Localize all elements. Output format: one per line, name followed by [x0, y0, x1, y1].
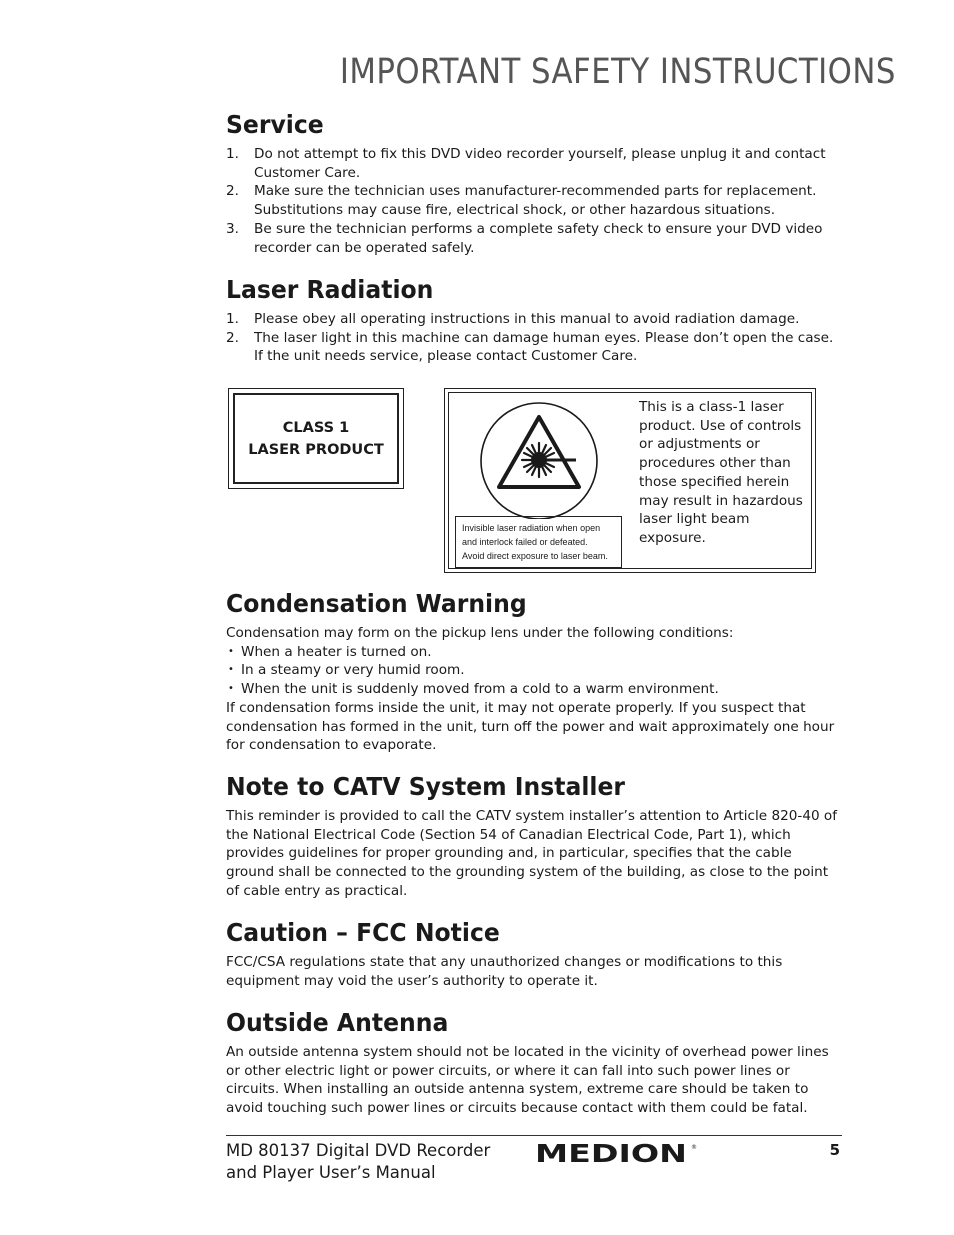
list-item [226, 145, 842, 182]
condensation-body [226, 624, 842, 755]
list-text: Please obey all operating instructions in this manual to avoid radiation damage. [254, 311, 800, 327]
invisible-radiation-label [455, 516, 622, 568]
list-item [226, 182, 842, 219]
laser-warning-box [444, 388, 816, 573]
bullet-item: • In a steamy or very humid room. [226, 661, 842, 680]
list-number: 1. [226, 146, 239, 162]
laser-heading: Laser Radiation [226, 275, 434, 304]
list-text: The laser light in this machine can damage human eyes. Please don’t open the case. If the unit needs service, please contact Customer Care. [254, 329, 834, 365]
antenna-body: An outside antenna system should not be located in the vicinity of overhead power lines or other electric light or power circuits, or where it can fall into such power lines or circuits. When installing an outside antenna system, extreme care should be taken to avoid touching such power lines or circuits because contact with them could be fatal. [226, 1044, 829, 1117]
list-number: 3. [226, 220, 239, 237]
class-1-label [228, 388, 404, 489]
condensation-heading: Condensation Warning [226, 589, 527, 618]
antenna-heading: Outside Antenna [226, 1008, 449, 1037]
bullet-item: • When a heater is turned on. [226, 643, 842, 662]
fcc-body: FCC/CSA regulations state that any unauthorized changes or modifications to this equipment may void the user’s authority to operate it. [226, 954, 783, 989]
fcc-heading: Caution – FCC Notice [226, 918, 500, 947]
condensation-outro: If condensation forms inside the unit, it may not operate properly. If you suspect that condensation has formed in the unit, turn off the power and wait approximately one hour for condensation to evaporate. [226, 699, 835, 754]
footer-line: and Player User’s Manual [226, 1163, 436, 1182]
medion-logo [535, 1142, 700, 1164]
footer-line: MD 80137 Digital DVD Recorder [226, 1141, 491, 1160]
bullet-item: • When the unit is suddenly moved from a cold to a warm environment. [226, 680, 842, 699]
svg-text:®: ® [691, 1144, 697, 1151]
footer-manual-title [226, 1140, 516, 1184]
laser-hazard-icon [479, 401, 599, 519]
catv-body: This reminder is provided to call the CATV system installer’s attention to Article 820-40 of the National Electrical Code (Section 54 of Canadian Electrical Code, Part 1), which provides guidelines for proper grounding and, in particular, specifies that the cable ground shall be connected to the grounding system of the building, as close to the point of cable entry as practical. [226, 808, 838, 899]
condensation-bullets [226, 643, 842, 699]
list-number: 2. [226, 183, 239, 200]
list-text: Be sure the technician performs a complete safety check to ensure your DVD video recorder can be operated safely. [254, 220, 823, 256]
service-heading: Service [226, 110, 324, 139]
page-title: IMPORTANT SAFETY INSTRUCTIONS [340, 52, 896, 92]
list-text: Do not attempt to fix this DVD video recorder yourself, please unplug it and contact Customer Care. [254, 146, 826, 181]
laser-warning-box-inner [448, 392, 812, 569]
class-1-description: This is a class-1 laser product. Use of controls or adjustments or procedures other than those specified herein may result in hazardous laser light beam exposure. [639, 399, 803, 546]
list-item [226, 310, 842, 329]
class-1-line: CLASS 1 [282, 419, 350, 436]
class-1-label-inner [233, 393, 399, 484]
page-number: 5 [829, 1141, 840, 1159]
laser-product-line: LASER PRODUCT [248, 441, 384, 458]
condensation-intro: Condensation may form on the pickup lens under the following conditions: [226, 625, 734, 641]
label-line: Avoid direct exposure to laser beam. [462, 551, 608, 561]
medion-logo-text: MEDION [535, 1142, 687, 1164]
list-item [226, 220, 842, 257]
list-item [226, 329, 842, 366]
list-number: 2. [226, 329, 239, 346]
laser-list [226, 310, 842, 366]
service-list [226, 145, 842, 257]
catv-heading: Note to CATV System Installer [226, 772, 626, 801]
footer-divider [226, 1135, 842, 1136]
label-line: Invisible laser radiation when open [462, 523, 601, 533]
list-text: Make sure the technician uses manufacturer-recommended parts for replacement. Substitutions may cause fire, electrical shock, or other hazardous situations. [254, 183, 817, 219]
list-number: 1. [226, 311, 239, 327]
label-line: and interlock failed or defeated. [462, 537, 588, 547]
